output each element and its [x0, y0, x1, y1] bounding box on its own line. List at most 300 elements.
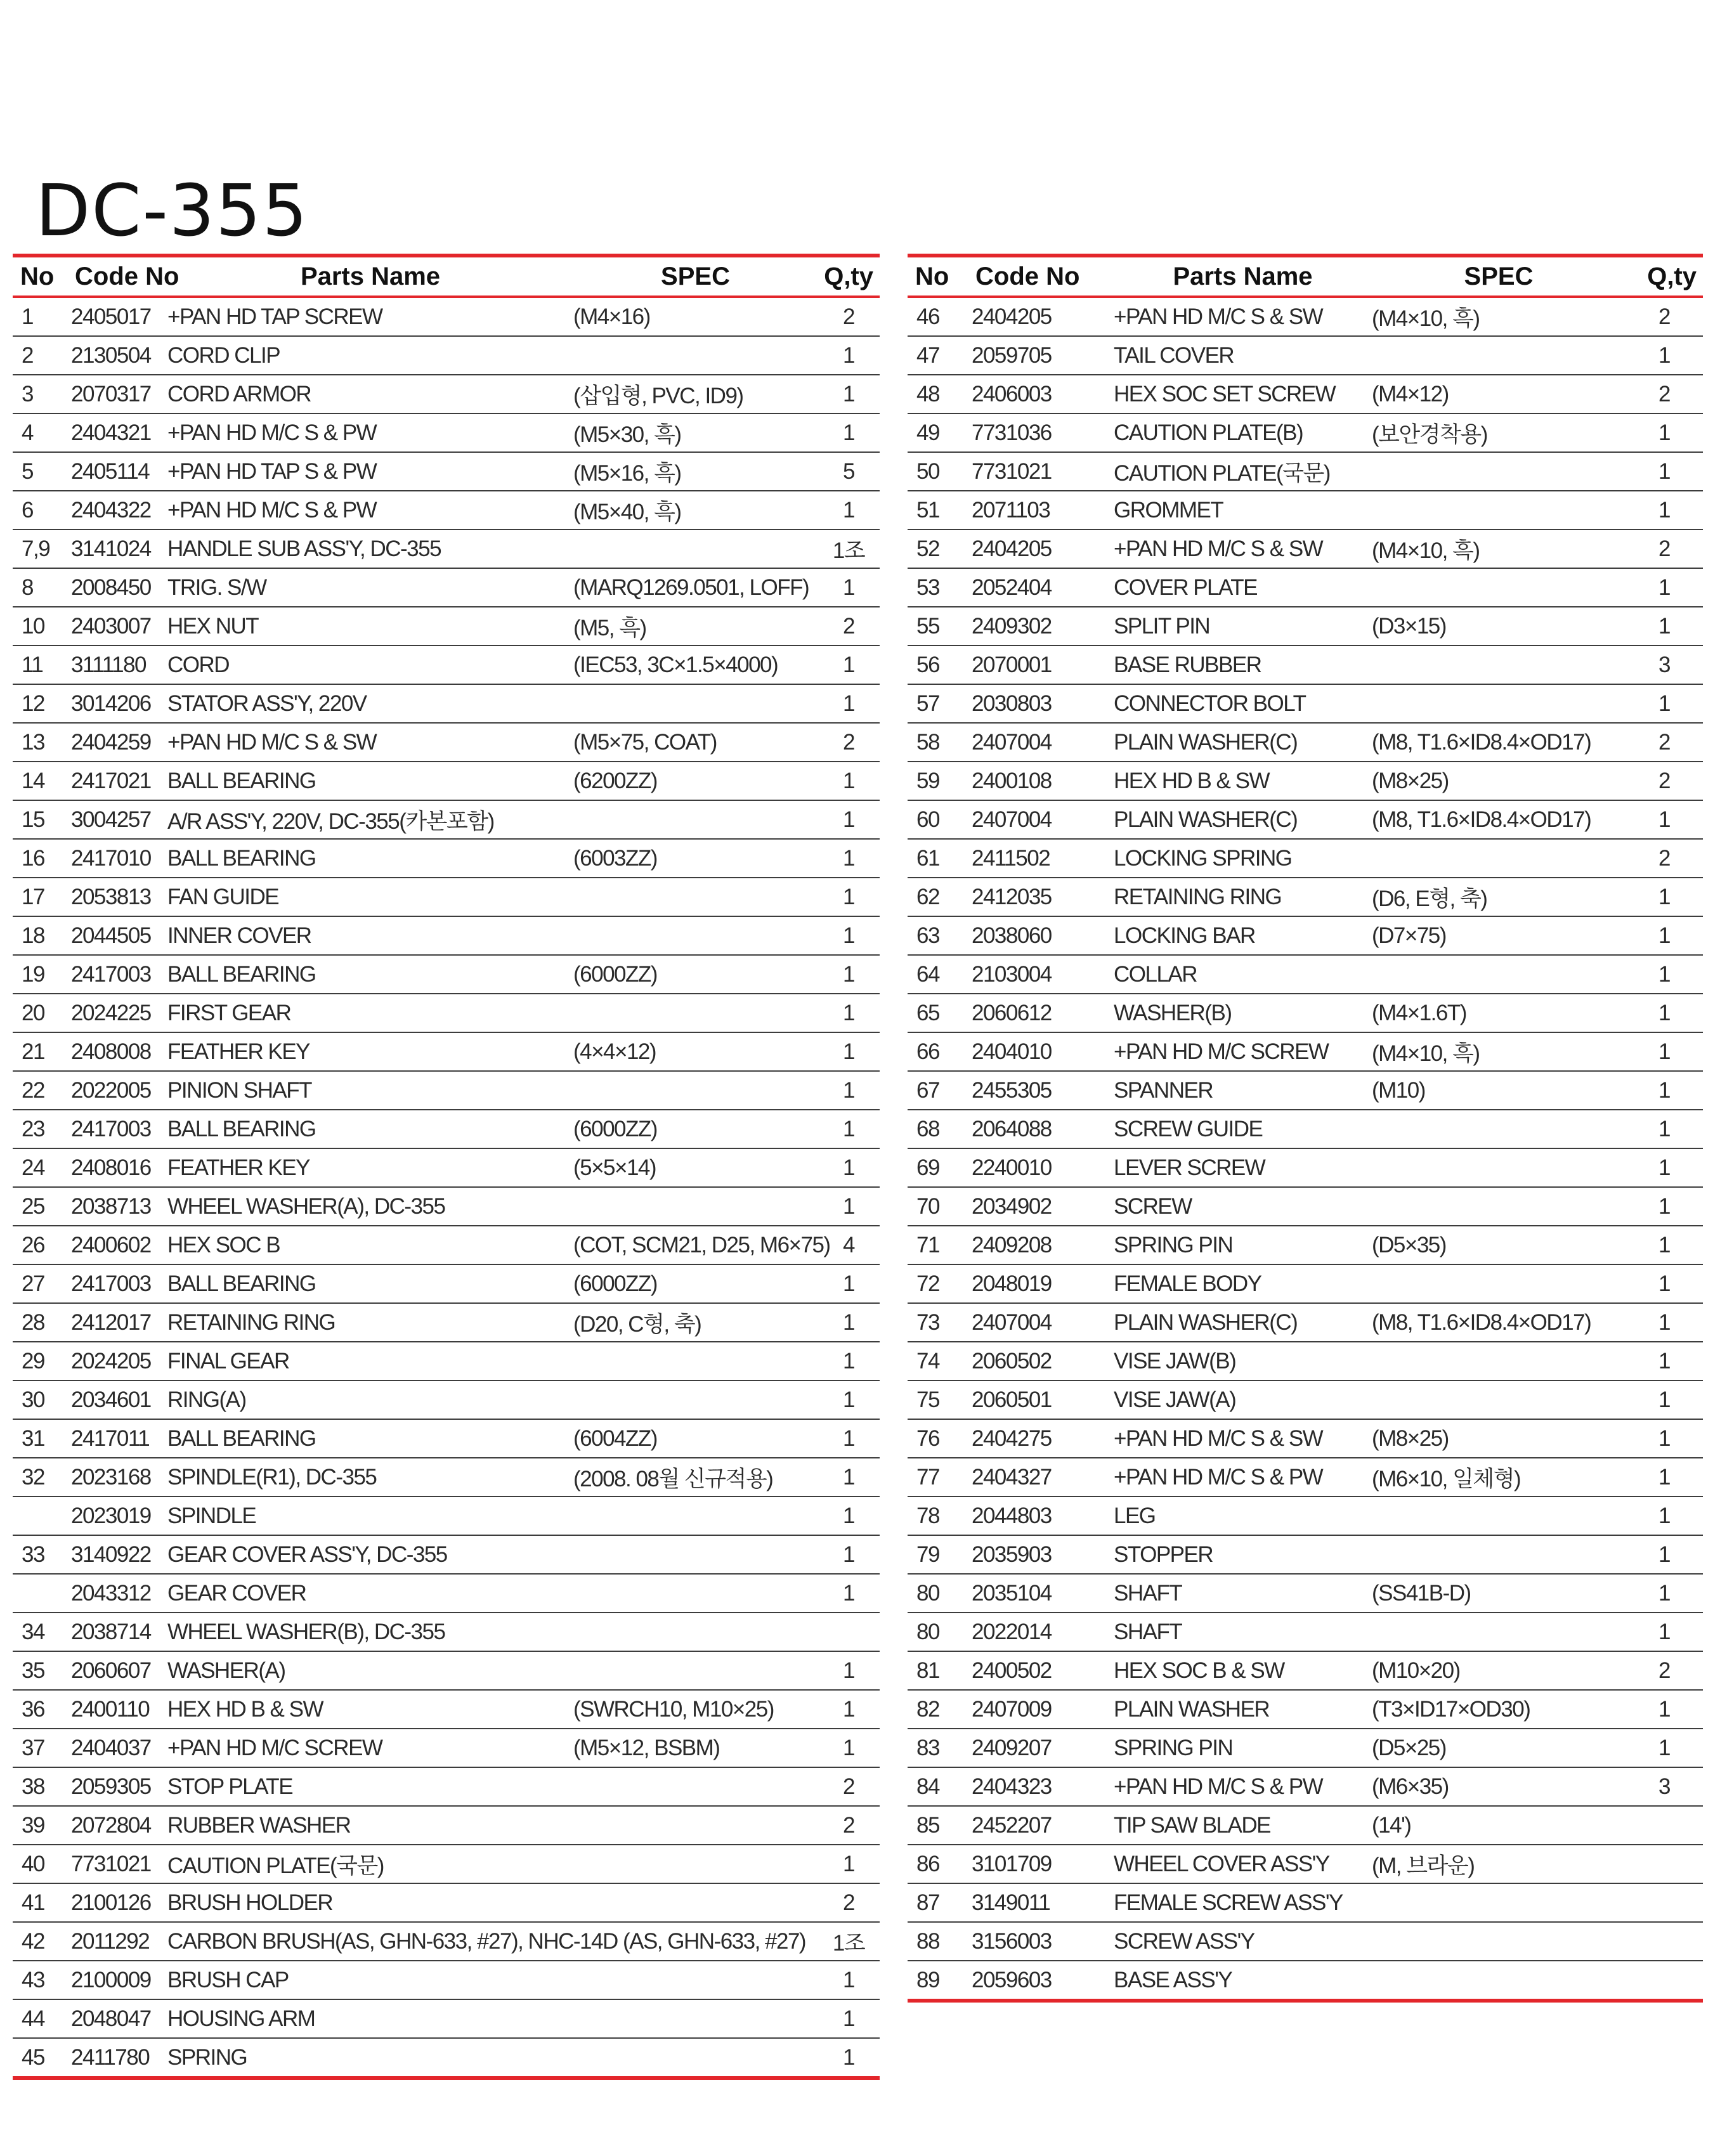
- table-row: [13, 1999, 880, 2038]
- cell-code-no: 2408016: [71, 1148, 167, 1187]
- cell-parts-name: +PAN HD TAP S & PW: [167, 452, 573, 491]
- cell-spec: [1372, 1380, 1626, 1419]
- table-row: [13, 1419, 880, 1458]
- cell-code-no: 2060502: [972, 1342, 1114, 1380]
- cell-no: 65: [908, 994, 972, 1032]
- cell-parts-name: RUBBER WASHER: [167, 1806, 573, 1845]
- header-parts-name: Parts Name: [1114, 256, 1372, 297]
- cell-parts-name: SHAFT: [1114, 1613, 1372, 1651]
- cell-spec: [1372, 568, 1626, 607]
- table-row: [13, 1961, 880, 1999]
- cell-code-no: 2060501: [972, 1380, 1114, 1419]
- cell-spec: (M5, 흑): [573, 607, 818, 646]
- cell-spec: [1372, 1148, 1626, 1187]
- table-row: [908, 1071, 1703, 1110]
- table-row: [908, 1148, 1703, 1187]
- cell-no: 51: [908, 491, 972, 529]
- cell-qty: 1: [818, 1419, 880, 1458]
- cell-no: 14: [13, 762, 71, 800]
- cell-qty: 1: [1626, 916, 1703, 955]
- cell-no: 87: [908, 1883, 972, 1922]
- cell-qty: 5: [818, 452, 880, 491]
- cell-no: 39: [13, 1806, 71, 1845]
- table-row: [908, 413, 1703, 452]
- cell-code-no: 2130504: [71, 336, 167, 375]
- cell-no: 41: [13, 1883, 71, 1922]
- cell-spec: [573, 878, 818, 916]
- cell-qty: 2: [1626, 723, 1703, 762]
- table-row: [908, 1574, 1703, 1613]
- cell-no: 48: [908, 375, 972, 413]
- cell-code-no: 2417011: [71, 1419, 167, 1458]
- cell-qty: 1: [818, 491, 880, 529]
- cell-qty: 2: [818, 1883, 880, 1922]
- table-row: [13, 1032, 880, 1071]
- cell-code-no: 2053813: [71, 878, 167, 916]
- table-row: [908, 1264, 1703, 1303]
- cell-qty: 1: [818, 1690, 880, 1729]
- table-row: [908, 1767, 1703, 1806]
- cell-qty: 1: [1626, 568, 1703, 607]
- cell-qty: 1: [1626, 1264, 1703, 1303]
- cell-code-no: 2023168: [71, 1458, 167, 1497]
- cell-code-no: 2404037: [71, 1729, 167, 1767]
- table-row: [13, 800, 880, 839]
- cell-no: 55: [908, 607, 972, 646]
- table-row: [908, 723, 1703, 762]
- cell-parts-name: A/R ASS'Y, 220V, DC-355(카본포함): [167, 800, 573, 839]
- table-row: [13, 1806, 880, 1845]
- cell-spec: [1372, 452, 1626, 491]
- cell-code-no: 2030803: [972, 684, 1114, 723]
- cell-no: 74: [908, 1342, 972, 1380]
- cell-code-no: 2100009: [71, 1961, 167, 1999]
- cell-qty: 1: [1626, 1110, 1703, 1148]
- cell-qty: [1626, 1922, 1703, 1961]
- cell-spec: (M6×35): [1372, 1767, 1626, 1806]
- table-row: [13, 955, 880, 994]
- cell-spec: (M4×12): [1372, 375, 1626, 413]
- cell-qty: 1: [818, 878, 880, 916]
- cell-qty: 1: [1626, 1535, 1703, 1574]
- cell-code-no: 3141024: [71, 529, 167, 568]
- cell-parts-name: +PAN HD M/C S & SW: [1114, 297, 1372, 336]
- cell-spec: [573, 1883, 818, 1922]
- header-qty: Q,ty: [1626, 256, 1703, 297]
- cell-parts-name: +PAN HD M/C S & SW: [167, 723, 573, 762]
- cell-code-no: 2071103: [972, 491, 1114, 529]
- cell-qty: 1: [818, 1303, 880, 1342]
- cell-no: 72: [908, 1264, 972, 1303]
- cell-no: 81: [908, 1651, 972, 1690]
- table-row: [13, 375, 880, 413]
- cell-no: 49: [908, 413, 972, 452]
- cell-parts-name: WASHER(B): [1114, 994, 1372, 1032]
- table-row: [13, 1380, 880, 1419]
- cell-spec: (2008. 08월 신규적용): [573, 1458, 818, 1497]
- cell-spec: (D5×25): [1372, 1729, 1626, 1767]
- cell-spec: (6200ZZ): [573, 762, 818, 800]
- cell-spec: (M10): [1372, 1071, 1626, 1110]
- table-row: [13, 491, 880, 529]
- table-row: [908, 1690, 1703, 1729]
- cell-qty: [1626, 1961, 1703, 2001]
- cell-qty: 1: [1626, 413, 1703, 452]
- cell-no: 45: [22, 2044, 44, 2070]
- table-row: [908, 955, 1703, 994]
- cell-parts-name: RETAINING RING: [1114, 878, 1372, 916]
- cell-no: 53: [908, 568, 972, 607]
- table-row: [908, 1845, 1703, 1883]
- table-row: [908, 994, 1703, 1032]
- cell-spec: (COT, SCM21, D25, M6×75): [573, 1226, 818, 1264]
- cell-spec: [573, 336, 818, 375]
- cell-qty: 2: [818, 723, 880, 762]
- cell-parts-name: BALL BEARING: [167, 955, 573, 994]
- cell-no: 83: [908, 1729, 972, 1767]
- cell-spec: [573, 800, 818, 839]
- header-code-no: Code No: [71, 256, 167, 297]
- cell-no: 47: [908, 336, 972, 375]
- cell-code-no: 2070317: [71, 375, 167, 413]
- cell-spec: (M4×10, 흑): [1372, 297, 1626, 336]
- cell-parts-name: SPANNER: [1114, 1071, 1372, 1110]
- cell-code-no: 2404259: [71, 723, 167, 762]
- cell-no: 64: [908, 955, 972, 994]
- cell-spec: [1372, 336, 1626, 375]
- table-row: [13, 1458, 880, 1497]
- cell-no: 42: [13, 1922, 71, 1961]
- cell-spec: (6000ZZ): [573, 1264, 818, 1303]
- cell-parts-name: SPRING: [167, 2044, 247, 2070]
- cell-qty: 1: [1626, 1032, 1703, 1071]
- cell-code-no: 2403007: [71, 607, 167, 646]
- cell-code-no: 3140922: [71, 1535, 167, 1574]
- cell-code-no: 2407004: [972, 723, 1114, 762]
- cell-qty: 1: [1626, 1380, 1703, 1419]
- cell-no: 12: [13, 684, 71, 723]
- table-row: [908, 1110, 1703, 1148]
- cell-qty: 1: [818, 839, 880, 878]
- table-row: [13, 762, 880, 800]
- cell-no: 13: [13, 723, 71, 762]
- cell-qty: 1: [1626, 800, 1703, 839]
- cell-spec: (D5×35): [1372, 1226, 1626, 1264]
- cell-parts-name: HEX NUT: [167, 607, 573, 646]
- cell-no: 31: [13, 1419, 71, 1458]
- cell-qty: [818, 1613, 880, 1651]
- table-row: [908, 916, 1703, 955]
- cell-no: 43: [13, 1961, 71, 1999]
- cell-spec: [1372, 1497, 1626, 1535]
- cell-no: 6: [13, 491, 71, 529]
- cell-spec: (D6, E형, 축): [1372, 878, 1626, 916]
- cell-code-no: 2400110: [71, 1690, 167, 1729]
- table-row: [13, 684, 880, 723]
- cell-spec: [573, 994, 818, 1032]
- table-row: [908, 1380, 1703, 1419]
- table-row: [908, 1961, 1703, 2001]
- cell-no: 80: [908, 1613, 972, 1651]
- cell-spec: (D3×15): [1372, 607, 1626, 646]
- cell-parts-name: SPRING PIN: [1114, 1226, 1372, 1264]
- cell-no: 28: [13, 1303, 71, 1342]
- cell-code-no: 2059603: [972, 1967, 1052, 1992]
- cell-qty: 2: [1626, 762, 1703, 800]
- table-row: [13, 1845, 880, 1883]
- table-row: [13, 1767, 880, 1806]
- cell-no: 89: [916, 1967, 939, 1992]
- cell-code-no: 2034601: [71, 1380, 167, 1419]
- table-header-row: [13, 256, 880, 297]
- cell-code-no: 2035903: [972, 1535, 1114, 1574]
- cell-code-no: 2400502: [972, 1651, 1114, 1690]
- cell-qty: 1: [1626, 1226, 1703, 1264]
- cell-no: 29: [13, 1342, 71, 1380]
- cell-parts-name: TRIG. S/W: [167, 568, 573, 607]
- cell-no: 57: [908, 684, 972, 723]
- table-row: [13, 1535, 880, 1574]
- cell-spec: (SWRCH10, M10×25): [573, 1690, 818, 1729]
- cell-parts-name: CARBON BRUSH(AS, GHN-633, #27), NHC-14D (AS, GHN-633, #27): [167, 1922, 573, 1961]
- cell-spec: [573, 1845, 818, 1883]
- cell-parts-name: BALL BEARING: [167, 1419, 573, 1458]
- table-row: [908, 529, 1703, 568]
- cell-code-no: 2417021: [71, 762, 167, 800]
- cell-no: 17: [13, 878, 71, 916]
- table-header-row: [908, 256, 1703, 297]
- cell-qty: 2: [1626, 529, 1703, 568]
- table-row: [908, 1342, 1703, 1380]
- cell-code-no: 2404205: [972, 529, 1114, 568]
- table-row: [908, 762, 1703, 800]
- table-row: [13, 452, 880, 491]
- cell-spec: [573, 1767, 818, 1806]
- cell-parts-name: SCREW: [1114, 1187, 1372, 1226]
- cell-spec: (M4×1.6T): [1372, 994, 1626, 1032]
- cell-code-no: 2455305: [972, 1071, 1114, 1110]
- parts-table-left-body: [13, 297, 880, 2078]
- cell-code-no: 2400108: [972, 762, 1114, 800]
- cell-spec: [1372, 646, 1626, 684]
- cell-parts-name: STOP PLATE: [167, 1767, 573, 1806]
- cell-qty: 1조: [818, 529, 880, 568]
- cell-parts-name: COLLAR: [1114, 955, 1372, 994]
- table-row: [908, 1187, 1703, 1226]
- cell-spec: [573, 2038, 818, 2078]
- cell-qty: 1: [818, 800, 880, 839]
- cell-no: 3: [13, 375, 71, 413]
- cell-spec: (M4×16): [573, 297, 818, 336]
- cell-no: 26: [13, 1226, 71, 1264]
- parts-table-left: [13, 254, 880, 2080]
- cell-spec: [573, 1999, 818, 2038]
- cell-parts-name: INNER COVER: [167, 916, 573, 955]
- cell-code-no: 2072804: [71, 1806, 167, 1845]
- cell-code-no: 2407004: [972, 800, 1114, 839]
- cell-qty: [1626, 1883, 1703, 1922]
- cell-qty: 1: [818, 994, 880, 1032]
- cell-qty: 2: [1626, 297, 1703, 336]
- cell-no: 58: [908, 723, 972, 762]
- cell-parts-name: RETAINING RING: [167, 1303, 573, 1342]
- cell-spec: [1372, 1961, 1626, 2001]
- cell-spec: [573, 1806, 818, 1845]
- cell-qty: 1: [818, 1961, 880, 1999]
- cell-code-no: 2038713: [71, 1187, 167, 1226]
- cell-code-no: 2408008: [71, 1032, 167, 1071]
- cell-qty: 1: [818, 413, 880, 452]
- cell-qty: 1: [1626, 878, 1703, 916]
- cell-spec: (M8×25): [1372, 1419, 1626, 1458]
- cell-qty: 1: [1626, 1497, 1703, 1535]
- cell-qty: 1: [1626, 491, 1703, 529]
- cell-no: 52: [908, 529, 972, 568]
- cell-parts-name: COVER PLATE: [1114, 568, 1372, 607]
- cell-parts-name: PLAIN WASHER(C): [1114, 1303, 1372, 1342]
- table-row: [908, 336, 1703, 375]
- table-row: [908, 297, 1703, 336]
- cell-qty: 1: [1626, 1458, 1703, 1497]
- cell-code-no: 2404010: [972, 1032, 1114, 1071]
- cell-parts-name: +PAN HD M/C S & SW: [1114, 1419, 1372, 1458]
- cell-parts-name: PLAIN WASHER(C): [1114, 800, 1372, 839]
- table-row: [908, 452, 1703, 491]
- cell-code-no: 2008450: [71, 568, 167, 607]
- cell-spec: [1372, 1187, 1626, 1226]
- cell-code-no: 7731021: [71, 1845, 167, 1883]
- cell-spec: (보안경착용): [1372, 413, 1626, 452]
- cell-code-no: 2411780: [71, 2044, 150, 2070]
- cell-spec: (6004ZZ): [573, 1419, 818, 1458]
- cell-qty: 1: [1626, 1071, 1703, 1110]
- cell-no: 30: [13, 1380, 71, 1419]
- cell-spec: (SS41B-D): [1372, 1574, 1626, 1613]
- cell-spec: (M6×10, 일체형): [1372, 1458, 1626, 1497]
- cell-qty: 1: [818, 1148, 880, 1187]
- cell-qty: 1: [1626, 994, 1703, 1032]
- table-row: [13, 646, 880, 684]
- table-row: [13, 916, 880, 955]
- cell-qty: 1조: [818, 1922, 880, 1961]
- cell-no: 80: [908, 1574, 972, 1613]
- cell-no: 5: [13, 452, 71, 491]
- header-qty: Q,ty: [818, 256, 880, 297]
- cell-spec: (IEC53, 3C×1.5×4000): [573, 646, 818, 684]
- cell-no: 4: [13, 413, 71, 452]
- table-row: [13, 1497, 880, 1535]
- cell-no: 37: [13, 1729, 71, 1767]
- cell-code-no: 2038060: [972, 916, 1114, 955]
- cell-parts-name: SPINDLE: [167, 1497, 573, 1535]
- cell-spec: [1372, 491, 1626, 529]
- table-row: [908, 1497, 1703, 1535]
- cell-parts-name: HEX SOC B & SW: [1114, 1651, 1372, 1690]
- cell-parts-name: WASHER(A): [167, 1651, 573, 1690]
- cell-qty: 2: [818, 297, 880, 336]
- table-row: [908, 1303, 1703, 1342]
- cell-qty: 1: [818, 762, 880, 800]
- cell-spec: (M, 브라운): [1372, 1845, 1626, 1883]
- table-row: [13, 1729, 880, 1767]
- cell-spec: (6000ZZ): [573, 955, 818, 994]
- cell-parts-name: BALL BEARING: [167, 1264, 573, 1303]
- cell-code-no: 2404321: [71, 413, 167, 452]
- cell-code-no: 7731021: [972, 452, 1114, 491]
- cell-parts-name: CAUTION PLATE(국문): [1114, 452, 1372, 491]
- cell-spec: [573, 1574, 818, 1613]
- cell-spec: [1372, 1110, 1626, 1148]
- cell-parts-name: VISE JAW(B): [1114, 1342, 1372, 1380]
- cell-no: 50: [908, 452, 972, 491]
- cell-no: 2: [13, 336, 71, 375]
- cell-qty: 1: [818, 684, 880, 723]
- cell-no: 8: [13, 568, 71, 607]
- cell-qty: 2: [1626, 375, 1703, 413]
- table-row: [13, 1690, 880, 1729]
- table-row: [908, 491, 1703, 529]
- cell-qty: 1: [818, 1999, 880, 2038]
- header-code-no: Code No: [972, 256, 1114, 297]
- cell-no: 75: [908, 1380, 972, 1419]
- cell-no: 62: [908, 878, 972, 916]
- cell-no: 78: [908, 1497, 972, 1535]
- cell-parts-name: HEX SOC B: [167, 1226, 573, 1264]
- cell-parts-name: BASE RUBBER: [1114, 646, 1372, 684]
- cell-spec: [573, 684, 818, 723]
- table-row: [908, 839, 1703, 878]
- cell-no: 38: [13, 1767, 71, 1806]
- table-row: [13, 839, 880, 878]
- cell-spec: (MARQ1269.0501, LOFF): [573, 568, 818, 607]
- cell-parts-name: +PAN HD M/C S & PW: [1114, 1458, 1372, 1497]
- cell-qty: 1: [818, 1574, 880, 1613]
- cell-no: 69: [908, 1148, 972, 1187]
- cell-parts-name: SCREW GUIDE: [1114, 1110, 1372, 1148]
- table-row: [908, 568, 1703, 607]
- cell-code-no: 2417003: [71, 955, 167, 994]
- table-row: [13, 723, 880, 762]
- cell-parts-name: TAIL COVER: [1114, 336, 1372, 375]
- cell-parts-name: STOPPER: [1114, 1535, 1372, 1574]
- cell-spec: [573, 1961, 818, 1999]
- cell-parts-name: WHEEL WASHER(A), DC-355: [167, 1187, 573, 1226]
- cell-spec: (M4×10, 흑): [1372, 1032, 1626, 1071]
- cell-qty: 1: [1626, 1342, 1703, 1380]
- cell-code-no: 2059705: [972, 336, 1114, 375]
- cell-spec: (삽입형, PVC, ID9): [573, 375, 818, 413]
- cell-qty: 3: [1626, 1767, 1703, 1806]
- cell-code-no: 2412017: [71, 1303, 167, 1342]
- table-row: [13, 413, 880, 452]
- table-row: [908, 1613, 1703, 1651]
- cell-no: 10: [13, 607, 71, 646]
- table-row: [908, 1226, 1703, 1264]
- table-row: [908, 1032, 1703, 1071]
- cell-no: 22: [13, 1071, 71, 1110]
- cell-code-no: 2059305: [71, 1767, 167, 1806]
- cell-code-no: 2044803: [972, 1497, 1114, 1535]
- cell-code-no: 2035104: [972, 1574, 1114, 1613]
- cell-code-no: 2406003: [972, 375, 1114, 413]
- table-row: [13, 1883, 880, 1922]
- cell-parts-name: PINION SHAFT: [167, 1071, 573, 1110]
- table-row: [13, 1922, 880, 1961]
- table-row: [908, 646, 1703, 684]
- cell-parts-name: BALL BEARING: [167, 1110, 573, 1148]
- cell-code-no: 2404323: [972, 1767, 1114, 1806]
- cell-no: 33: [13, 1535, 71, 1574]
